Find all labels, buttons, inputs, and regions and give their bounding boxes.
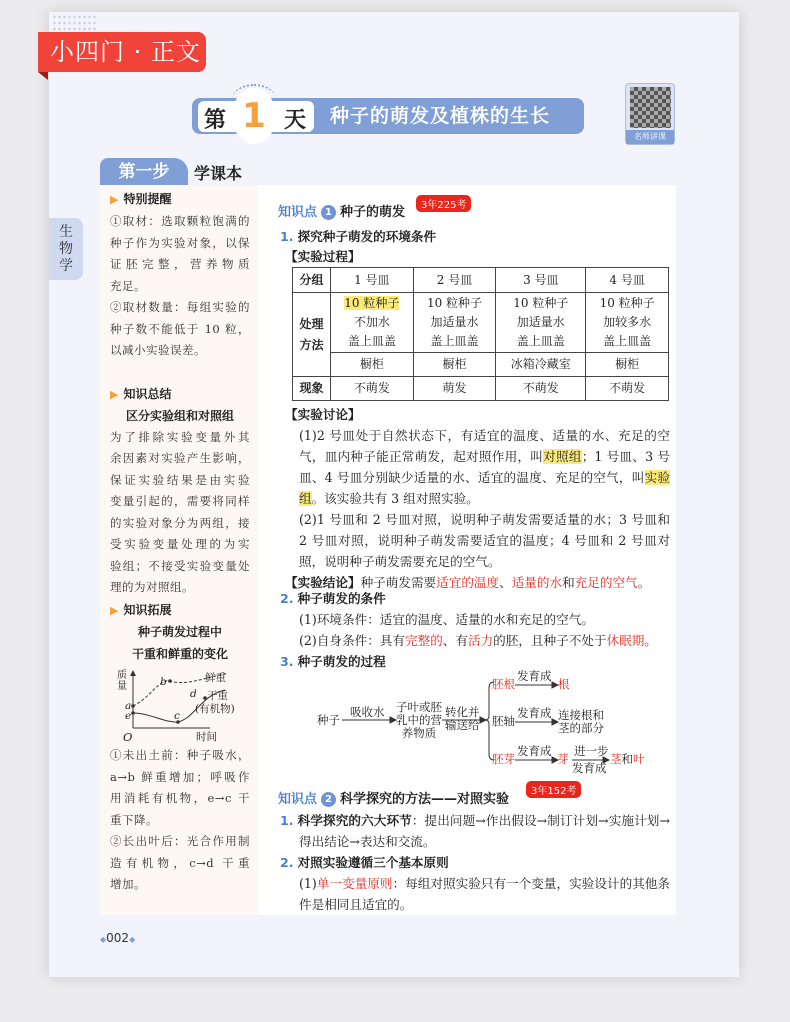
stem: 茎 bbox=[610, 752, 622, 766]
graph-point-a: a bbox=[125, 700, 132, 712]
page-number-text: 002 bbox=[106, 931, 130, 945]
table-cell bbox=[586, 293, 669, 353]
text-segment: ：每组对照实验只有一个变量，实验设计的其他条件是相同且适宜的。 bbox=[299, 876, 671, 912]
discussion-paragraph-2 bbox=[285, 509, 670, 572]
cell-line: 盖上皿盖 bbox=[347, 334, 396, 348]
diagram-develop: 发育成 bbox=[517, 669, 552, 683]
text-line: 造有机物，c→d 干重 bbox=[110, 855, 250, 870]
kp-title: 科学探究的方法——对照实验 bbox=[340, 792, 510, 807]
text-line: 种子数不能低于 10 粒， bbox=[110, 321, 250, 336]
table-header: 分组 bbox=[293, 268, 331, 293]
table-row bbox=[293, 377, 669, 401]
text-segment: 。 bbox=[637, 575, 651, 590]
diagram-nutrients bbox=[396, 701, 442, 740]
sidebar-content bbox=[110, 190, 250, 665]
table-row bbox=[293, 293, 669, 353]
diagram-further: 进一步 bbox=[574, 744, 609, 758]
text-line: 为了排除实验变量外其 bbox=[110, 429, 250, 444]
method-label: 处理方法 bbox=[299, 316, 324, 352]
transport-line: 转化并 bbox=[445, 705, 480, 719]
subject-tab[interactable] bbox=[49, 218, 83, 280]
table-cell: 3 号皿 bbox=[496, 268, 586, 293]
graph-x-label: 时间 bbox=[196, 731, 217, 743]
condition-1 bbox=[280, 609, 670, 630]
text-line: ①取材：选取颗粒饱满的 bbox=[110, 214, 250, 228]
page-title: 种子的萌发及植株的生长 bbox=[330, 105, 551, 127]
table-cell bbox=[331, 293, 414, 353]
kp-number: 1 bbox=[321, 205, 336, 220]
section-3-heading bbox=[280, 651, 670, 672]
graph-point-e: e bbox=[125, 710, 132, 722]
text-line: 充足。 bbox=[110, 278, 146, 293]
text-line: ①未出土前：种子吸水， bbox=[110, 748, 250, 762]
section-number: 2. bbox=[280, 591, 294, 606]
section-number: 1. bbox=[280, 813, 294, 828]
text-line: 理的为对照组。 bbox=[110, 580, 194, 594]
text-segment: (2)自身条件：具有 bbox=[299, 633, 405, 648]
day-prefix: 第 bbox=[204, 108, 227, 133]
summary-heading-text: 知识总结 bbox=[123, 386, 172, 401]
reminder-heading bbox=[110, 190, 250, 211]
diagram-develop: 发育成 bbox=[517, 744, 552, 758]
diagram-develop: 发育成 bbox=[572, 761, 607, 775]
table-header bbox=[293, 293, 331, 377]
transport-line: 输送给 bbox=[445, 718, 480, 732]
section-title: 对照实验遵循三个基本原则 bbox=[297, 855, 449, 870]
text-segment: (2)1 号皿和 2 号皿对照，说明种子萌发需要适量的水；3 号皿和 2 号皿对照，说明种子萌发需要适宜的温度；4 号皿和 2 号皿对照，说明种子萌发需要充足的空气。 bbox=[299, 512, 670, 569]
day-suffix: 天 bbox=[284, 108, 307, 133]
diagram-plumule: 胚芽 bbox=[492, 752, 515, 766]
nutrients-line: 乳中的营 bbox=[396, 713, 442, 727]
qr-code-image[interactable] bbox=[630, 87, 671, 128]
graph-point-b: b bbox=[160, 676, 167, 688]
qr-label: 名师讲课 bbox=[626, 130, 674, 144]
kp2-body bbox=[280, 810, 670, 915]
text-segment: 。该实验共有 3 组对照实验。 bbox=[311, 491, 479, 506]
text-line: 受实验变量处理的为实 bbox=[110, 537, 250, 551]
diagram-absorb: 吸收水 bbox=[350, 705, 385, 719]
text-line: 变量引起的，需要将同样 bbox=[110, 494, 250, 508]
discussion-paragraph-1 bbox=[285, 425, 670, 509]
text-segment: ；1 号皿、3 号皿、4 号皿分别缺少适量的水、适宜的温度、充足的空气，叫 bbox=[299, 449, 671, 485]
diagram-seed: 种子 bbox=[317, 713, 340, 727]
table-cell bbox=[413, 293, 496, 353]
discussion-label: 【实验讨论】 bbox=[285, 407, 361, 422]
kp2-section-2 bbox=[280, 852, 670, 873]
text-segment: (1)环境条件：适宜的温度、适量的水和充足的空气。 bbox=[299, 612, 594, 627]
diagram-connect bbox=[558, 709, 604, 735]
knowledge-point-1-heading bbox=[278, 203, 405, 223]
cell-line: 加较多水 bbox=[603, 315, 652, 329]
table-cell: 不萌发 bbox=[496, 377, 586, 401]
diagram-transport bbox=[445, 706, 480, 732]
text-line: 保证实验结果是由实验 bbox=[110, 472, 250, 487]
decorative-dots bbox=[52, 14, 97, 32]
graph-point-d: d bbox=[190, 688, 197, 700]
cell-line: 10 粒种子 bbox=[426, 296, 483, 310]
table-cell: 2 号皿 bbox=[413, 268, 496, 293]
and: 和 bbox=[621, 752, 633, 766]
leaf: 叶 bbox=[633, 752, 645, 766]
table-cell: 萌发 bbox=[413, 377, 496, 401]
kp-label: 知识点 bbox=[278, 205, 318, 220]
diagram-develop: 发育成 bbox=[517, 706, 552, 720]
table-cell: 橱柜 bbox=[331, 353, 414, 377]
section-title: 种子萌发的过程 bbox=[297, 654, 386, 669]
section-tag: 小四门 · 正文 bbox=[38, 32, 206, 72]
text-segment: (1)2 号皿处于自然状态下，有适宜的温度、适量的水、充足的空气，皿内种子能正常萌发，起对照作用，叫 bbox=[299, 428, 670, 464]
nutrients-line: 子叶或胚 bbox=[396, 700, 442, 714]
experiment-table bbox=[292, 267, 669, 401]
principle-1 bbox=[280, 873, 670, 915]
point-a bbox=[131, 704, 135, 708]
kp1-body bbox=[285, 404, 670, 593]
table-cell: 冰箱冷藏室 bbox=[496, 353, 586, 377]
graph-dry-note: (有机物) bbox=[195, 703, 235, 715]
text-line: ②长出叶后：光合作用制 bbox=[110, 834, 250, 848]
diamond-icon: ◆ bbox=[129, 935, 136, 944]
section-2-heading bbox=[280, 588, 670, 609]
section-number: 3. bbox=[280, 654, 294, 669]
summary-text bbox=[110, 427, 250, 599]
cell-line: 加适量水 bbox=[430, 315, 479, 329]
highlight-text: 实验组 bbox=[299, 470, 670, 506]
kp-title: 种子的萌发 bbox=[340, 205, 406, 220]
table-cell: 橱柜 bbox=[413, 353, 496, 377]
table-cell: 不萌发 bbox=[331, 377, 414, 401]
reminder-p1 bbox=[110, 211, 250, 297]
text-line: 种子作为实验对象，以保 bbox=[110, 235, 250, 250]
point-e bbox=[131, 711, 135, 715]
diagram-root: 根 bbox=[558, 677, 570, 691]
section-title: 探究种子萌发的环境条件 bbox=[297, 229, 437, 244]
text-line: 的实验对象分为两组，接 bbox=[110, 515, 250, 530]
kp-number: 2 bbox=[321, 792, 336, 807]
text-segment: 【实验结论】 bbox=[285, 575, 361, 590]
arrow-icon: ▶ bbox=[110, 387, 119, 401]
diagram-bud: 芽 bbox=[557, 752, 569, 766]
text-line: 增加。 bbox=[110, 877, 146, 891]
subject-tab-label: 生物学 bbox=[59, 224, 73, 274]
exam-frequency-badge: 3年225考 bbox=[416, 195, 471, 212]
arrow-icon: ▶ bbox=[110, 603, 119, 617]
key-term: 单一变量原则 bbox=[316, 876, 393, 891]
section-title: 种子萌发的条件 bbox=[297, 591, 386, 606]
process-label: 【实验过程】 bbox=[285, 249, 361, 264]
summary-heading bbox=[110, 385, 250, 406]
point-b bbox=[168, 679, 172, 683]
y-axis-arrow bbox=[130, 670, 136, 676]
extension-subtitle-2: 干重和鲜重的变化 bbox=[131, 646, 228, 661]
text-segment: (1) bbox=[299, 876, 317, 891]
highlight-text: 对照组 bbox=[543, 449, 582, 464]
tag-fold bbox=[38, 72, 48, 80]
extension-heading-text: 知识拓展 bbox=[123, 602, 172, 617]
cell-line: 加适量水 bbox=[516, 315, 565, 329]
table-row bbox=[293, 268, 669, 293]
key-term: 休眠期 bbox=[606, 633, 645, 648]
diagram-radicle: 胚根 bbox=[492, 677, 515, 691]
day-number: 1 bbox=[232, 88, 276, 144]
table-cell: 不萌发 bbox=[586, 377, 669, 401]
text-line: 以减小实验误差。 bbox=[110, 343, 206, 357]
text-segment: 、 bbox=[499, 575, 512, 590]
section-number: 2. bbox=[280, 855, 294, 870]
text-segment: 、有 bbox=[442, 633, 468, 648]
section-text: ：提出问题→作出假设→制订计划→实施计划→得出结论→表达和交流。 bbox=[299, 813, 671, 849]
step-title: 学课本 bbox=[194, 164, 243, 183]
extension-heading bbox=[110, 599, 250, 621]
table-cell: 1 号皿 bbox=[331, 268, 414, 293]
extension-notes bbox=[110, 745, 250, 896]
text-line: 余因素对实验产生影响， bbox=[110, 451, 250, 465]
text-line: 重下降。 bbox=[110, 812, 158, 827]
text-line: 验组；不接受实验变量处 bbox=[110, 558, 250, 573]
text-segment: 。 bbox=[644, 633, 657, 648]
key-term: 适宜的温度 bbox=[436, 575, 500, 590]
text-line: ②取材数量：每组实验的 bbox=[110, 300, 250, 314]
page-number bbox=[100, 931, 135, 945]
kp1-conditions bbox=[280, 588, 670, 672]
cell-line: 盖上皿盖 bbox=[603, 334, 652, 348]
section-number: 1. bbox=[280, 229, 294, 244]
text-line: 用消耗有机物，e→c 干 bbox=[110, 791, 250, 805]
key-term: 活力 bbox=[467, 633, 494, 648]
nutrients-line: 养物质 bbox=[401, 726, 437, 740]
connect-line: 茎的部分 bbox=[558, 721, 604, 735]
graph-y-label: 质量 bbox=[117, 670, 127, 692]
cell-line: 盖上皿盖 bbox=[430, 334, 479, 348]
step-label: 第一步 bbox=[100, 158, 188, 185]
graph-dry-label: 干重 bbox=[207, 690, 228, 702]
extension-subtitle-1: 种子萌发过程中 bbox=[137, 624, 222, 639]
graph-fresh-label: 鲜重 bbox=[205, 672, 226, 684]
key-term: 完整的 bbox=[405, 633, 443, 648]
diagram-hypocotyl: 胚轴 bbox=[492, 714, 515, 728]
kp2-section-1 bbox=[280, 810, 670, 852]
highlight-text: 10 粒种子 bbox=[344, 296, 400, 310]
text-line: 证胚完整，营养物质 bbox=[110, 257, 250, 271]
condition-2 bbox=[280, 630, 670, 651]
section-heading bbox=[280, 813, 412, 828]
table-cell bbox=[496, 293, 586, 353]
reminder-p2 bbox=[110, 297, 250, 362]
cell-line: 10 粒种子 bbox=[513, 296, 569, 310]
exam-frequency-badge: 3年152考 bbox=[526, 781, 581, 798]
summary-subtitle: 区分实验组和对照组 bbox=[125, 408, 234, 423]
kp-label: 知识点 bbox=[278, 792, 318, 807]
text-segment: 和 bbox=[562, 575, 575, 590]
knowledge-point-2-heading bbox=[278, 790, 509, 810]
graph-origin: O bbox=[123, 730, 133, 744]
diagram-stem-leaf bbox=[610, 753, 645, 766]
section-title: 科学探究的六大环节 bbox=[297, 813, 412, 828]
key-term: 充足的空气 bbox=[574, 575, 638, 590]
qr-code[interactable] bbox=[625, 83, 675, 145]
connect-line: 连接根和 bbox=[558, 708, 604, 722]
arrow-icon: ▶ bbox=[110, 193, 119, 206]
graph-point-c: c bbox=[174, 710, 180, 722]
table-header: 现象 bbox=[293, 377, 331, 401]
table-row bbox=[293, 353, 669, 377]
text-segment: 的胚，且种子不处于 bbox=[493, 633, 607, 648]
cell-line: 10 粒种子 bbox=[599, 296, 655, 310]
reminder-heading-text: 特别提醒 bbox=[123, 192, 172, 206]
table-cell: 橱柜 bbox=[586, 353, 669, 377]
cell-line: 不加水 bbox=[353, 315, 390, 329]
cell-line: 盖上皿盖 bbox=[516, 334, 565, 348]
section-1-heading bbox=[280, 226, 436, 245]
key-term: 适量的水 bbox=[511, 575, 563, 590]
text-segment: 种子萌发需要 bbox=[360, 575, 437, 590]
diamond-icon: ◆ bbox=[100, 935, 107, 944]
table-cell: 4 号皿 bbox=[586, 268, 669, 293]
text-line: a→b 鲜重增加；呼吸作 bbox=[110, 769, 250, 784]
